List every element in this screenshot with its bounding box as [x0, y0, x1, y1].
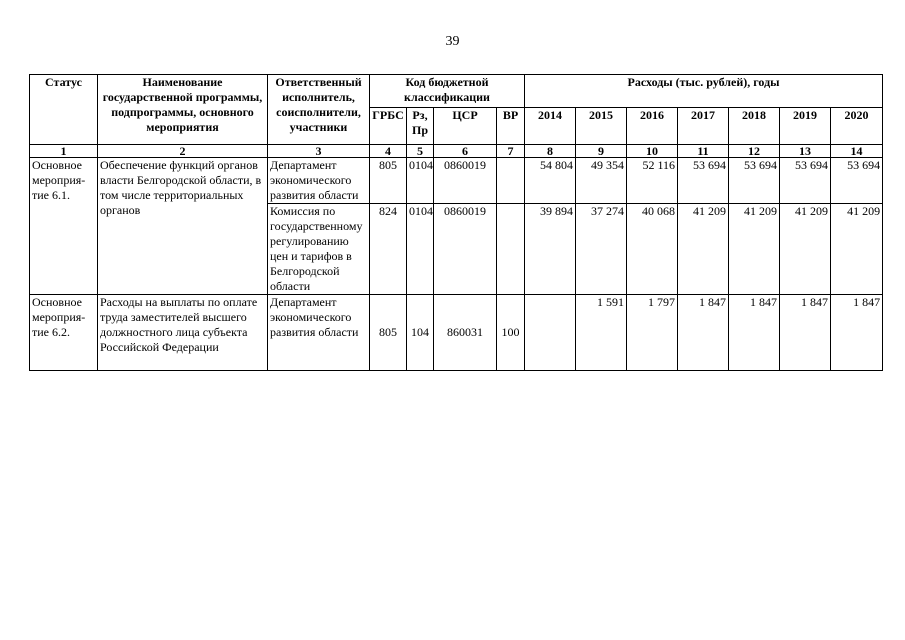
row-value: 41 209: [780, 204, 831, 295]
row-value: 53 694: [729, 158, 780, 204]
page-number: 39: [445, 34, 460, 49]
row-name: Расходы на выплаты по оплате труда заместителей высшего должностного лица субъекта Российской Федерации: [98, 295, 268, 371]
column-number: 7: [497, 145, 525, 158]
row-status: Основное мероприя-тие 6.1.: [30, 158, 98, 295]
row-executor: Департамент экономического развития области: [268, 295, 370, 371]
row-value: 1 591: [576, 295, 627, 371]
row-status: Основное мероприя-тие 6.2.: [30, 295, 98, 371]
header-year: 2015: [576, 108, 627, 145]
header-year: 2016: [627, 108, 678, 145]
row-value: 41 209: [729, 204, 780, 295]
column-number: 9: [576, 145, 627, 158]
table-row: [30, 295, 883, 371]
column-number: 6: [434, 145, 497, 158]
header-grbs: ГРБС: [370, 108, 407, 145]
row-executor: Департамент экономического развития области: [268, 158, 370, 204]
row-value: 1 847: [831, 295, 883, 371]
row-value: 49 354: [576, 158, 627, 204]
header-year: 2020: [831, 108, 883, 145]
row-value: [525, 295, 576, 371]
header-year: 2018: [729, 108, 780, 145]
row-grbs: 805: [370, 295, 407, 371]
row-value: 39 894: [525, 204, 576, 295]
header-year: 2014: [525, 108, 576, 145]
row-value: 1 847: [780, 295, 831, 371]
row-executor: Комиссия по государственному регулированию цен и тарифов в Белгородской области: [268, 204, 370, 295]
column-number: 2: [98, 145, 268, 158]
row-value: 53 694: [780, 158, 831, 204]
header-vr: ВР: [497, 108, 525, 145]
column-number: 8: [525, 145, 576, 158]
header-executor: Ответственный исполнитель, соисполнители, участники: [268, 75, 370, 145]
header-year: 2019: [780, 108, 831, 145]
header-rzpr: Рз, Пр: [407, 108, 434, 145]
row-grbs: 805: [370, 158, 407, 204]
row-csr: 0860019: [434, 204, 497, 295]
column-number: 11: [678, 145, 729, 158]
column-number: 3: [268, 145, 370, 158]
column-number-row: [30, 145, 883, 158]
row-csr: 0860019: [434, 158, 497, 204]
column-number: 13: [780, 145, 831, 158]
column-number: 1: [30, 145, 98, 158]
header-csr: ЦСР: [434, 108, 497, 145]
row-value: 1 847: [678, 295, 729, 371]
row-value: 41 209: [831, 204, 883, 295]
row-value: 37 274: [576, 204, 627, 295]
column-number: 5: [407, 145, 434, 158]
header-budget-code: Код бюджетной классификации: [370, 75, 525, 108]
row-value: 52 116: [627, 158, 678, 204]
header-year: 2017: [678, 108, 729, 145]
column-number: 4: [370, 145, 407, 158]
column-number: 10: [627, 145, 678, 158]
row-vr: 100: [497, 295, 525, 371]
row-value: 53 694: [831, 158, 883, 204]
row-value: 41 209: [678, 204, 729, 295]
row-vr: [497, 158, 525, 204]
row-rzpr: 0104: [407, 204, 434, 295]
header-row-1: [30, 75, 883, 108]
header-expenses: Расходы (тыс. рублей), годы: [525, 75, 883, 108]
row-csr: 860031: [434, 295, 497, 371]
budget-table: [29, 74, 883, 371]
row-rzpr: 0104: [407, 158, 434, 204]
row-value: 1 847: [729, 295, 780, 371]
column-number: 14: [831, 145, 883, 158]
row-value: 1 797: [627, 295, 678, 371]
row-vr: [497, 204, 525, 295]
row-rzpr: 104: [407, 295, 434, 371]
row-value: 53 694: [678, 158, 729, 204]
header-status: Статус: [30, 75, 98, 145]
column-number: 12: [729, 145, 780, 158]
row-name: Обеспечение функций органов власти Белгородской области, в том числе территориальных органов: [98, 158, 268, 295]
header-name: Наименование государственной программы, подпрограммы, основного мероприятия: [98, 75, 268, 145]
row-value: 54 804: [525, 158, 576, 204]
row-grbs: 824: [370, 204, 407, 295]
row-value: 40 068: [627, 204, 678, 295]
table-row: [30, 158, 883, 204]
